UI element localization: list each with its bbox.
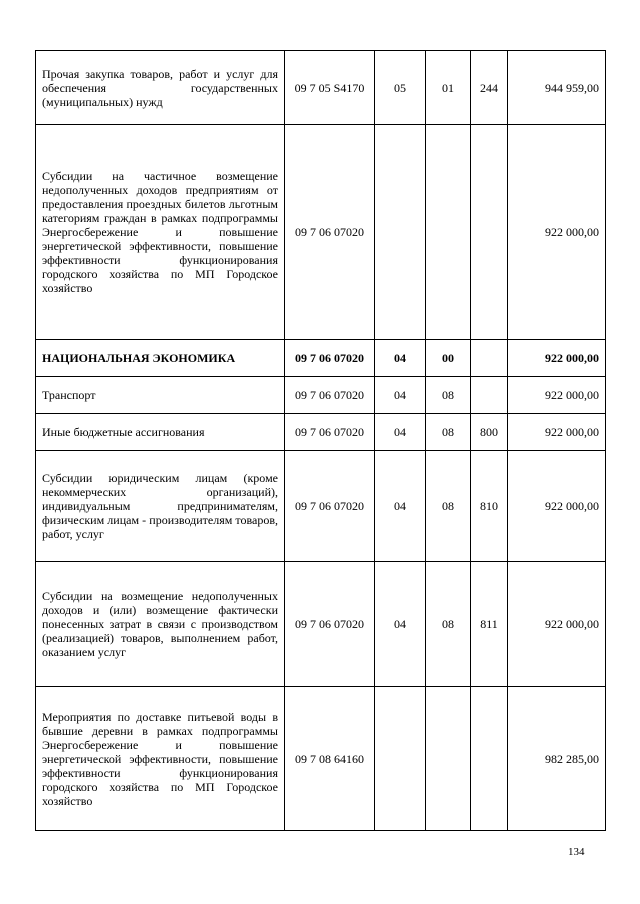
row-target-code: 09 7 08 64160 [285, 687, 375, 831]
row-description: Субсидии юридическим лицам (кроме некоммерческих организаций), индивидуальным предпринимателям, физическим лицам - производителям товаров, работ, услуг [36, 451, 285, 562]
row-target-code: 09 7 06 07020 [285, 414, 375, 451]
row-expense-type: 810 [471, 451, 508, 562]
table-row [36, 51, 606, 125]
budget-table [35, 50, 606, 831]
table-row [36, 125, 606, 340]
row-expense-type: 800 [471, 414, 508, 451]
row-amount: 922 000,00 [508, 414, 606, 451]
row-amount: 944 959,00 [508, 51, 606, 125]
row-section: 04 [375, 451, 426, 562]
row-amount: 922 000,00 [508, 125, 606, 340]
row-section: 05 [375, 51, 426, 125]
row-target-code: 09 7 05 S4170 [285, 51, 375, 125]
row-subsection: 08 [426, 451, 471, 562]
table-row [36, 414, 606, 451]
row-target-code: 09 7 06 07020 [285, 562, 375, 687]
row-description: Транспорт [36, 377, 285, 414]
row-target-code: 09 7 06 07020 [285, 451, 375, 562]
row-expense-type [471, 340, 508, 377]
row-subsection [426, 125, 471, 340]
row-description: Иные бюджетные ассигнования [36, 414, 285, 451]
row-description: Мероприятия по доставке питьевой воды в бывшие деревни в рамках подпрограммы Энергосбережение и повышение энергетической эффективности, повышение эффективности функционирования городского хозяйства по МП Городское хозяйство [36, 687, 285, 831]
row-section: 04 [375, 340, 426, 377]
row-section: 04 [375, 377, 426, 414]
row-section: 04 [375, 562, 426, 687]
row-amount: 922 000,00 [508, 377, 606, 414]
row-description: Субсидии на возмещение недополученных доходов и (или) возмещение фактически понесенных затрат в связи с производством (реализацией) товаров, выполнением работ, оказанием услуг [36, 562, 285, 687]
row-subsection: 08 [426, 377, 471, 414]
row-amount: 982 285,00 [508, 687, 606, 831]
row-expense-type: 811 [471, 562, 508, 687]
row-section [375, 687, 426, 831]
row-description: Прочая закупка товаров, работ и услуг для обеспечения государственных (муниципальных) нужд [36, 51, 285, 125]
row-amount: 922 000,00 [508, 562, 606, 687]
row-subsection: 08 [426, 414, 471, 451]
page-number: 134 [568, 846, 585, 858]
row-description: Субсидии на частичное возмещение недополученных доходов предприятиям от предоставления проездных билетов льготным категориям граждан в рамках подпрограммы Энергосбережение и повышение энергетической эффективности, повышение эффективности функционирования городского хозяйства по МП Городское хозяйство [36, 125, 285, 340]
table-row [36, 340, 606, 377]
row-description: НАЦИОНАЛЬНАЯ ЭКОНОМИКА [36, 340, 285, 377]
row-target-code: 09 7 06 07020 [285, 125, 375, 340]
row-subsection [426, 687, 471, 831]
row-section [375, 125, 426, 340]
table-row [36, 451, 606, 562]
table-row [36, 687, 606, 831]
row-amount: 922 000,00 [508, 340, 606, 377]
row-expense-type: 244 [471, 51, 508, 125]
row-expense-type [471, 125, 508, 340]
table-row [36, 562, 606, 687]
row-amount: 922 000,00 [508, 451, 606, 562]
row-section: 04 [375, 414, 426, 451]
table-row [36, 377, 606, 414]
row-subsection: 00 [426, 340, 471, 377]
row-expense-type [471, 377, 508, 414]
row-target-code: 09 7 06 07020 [285, 377, 375, 414]
row-expense-type [471, 687, 508, 831]
row-subsection: 08 [426, 562, 471, 687]
row-target-code: 09 7 06 07020 [285, 340, 375, 377]
row-subsection: 01 [426, 51, 471, 125]
